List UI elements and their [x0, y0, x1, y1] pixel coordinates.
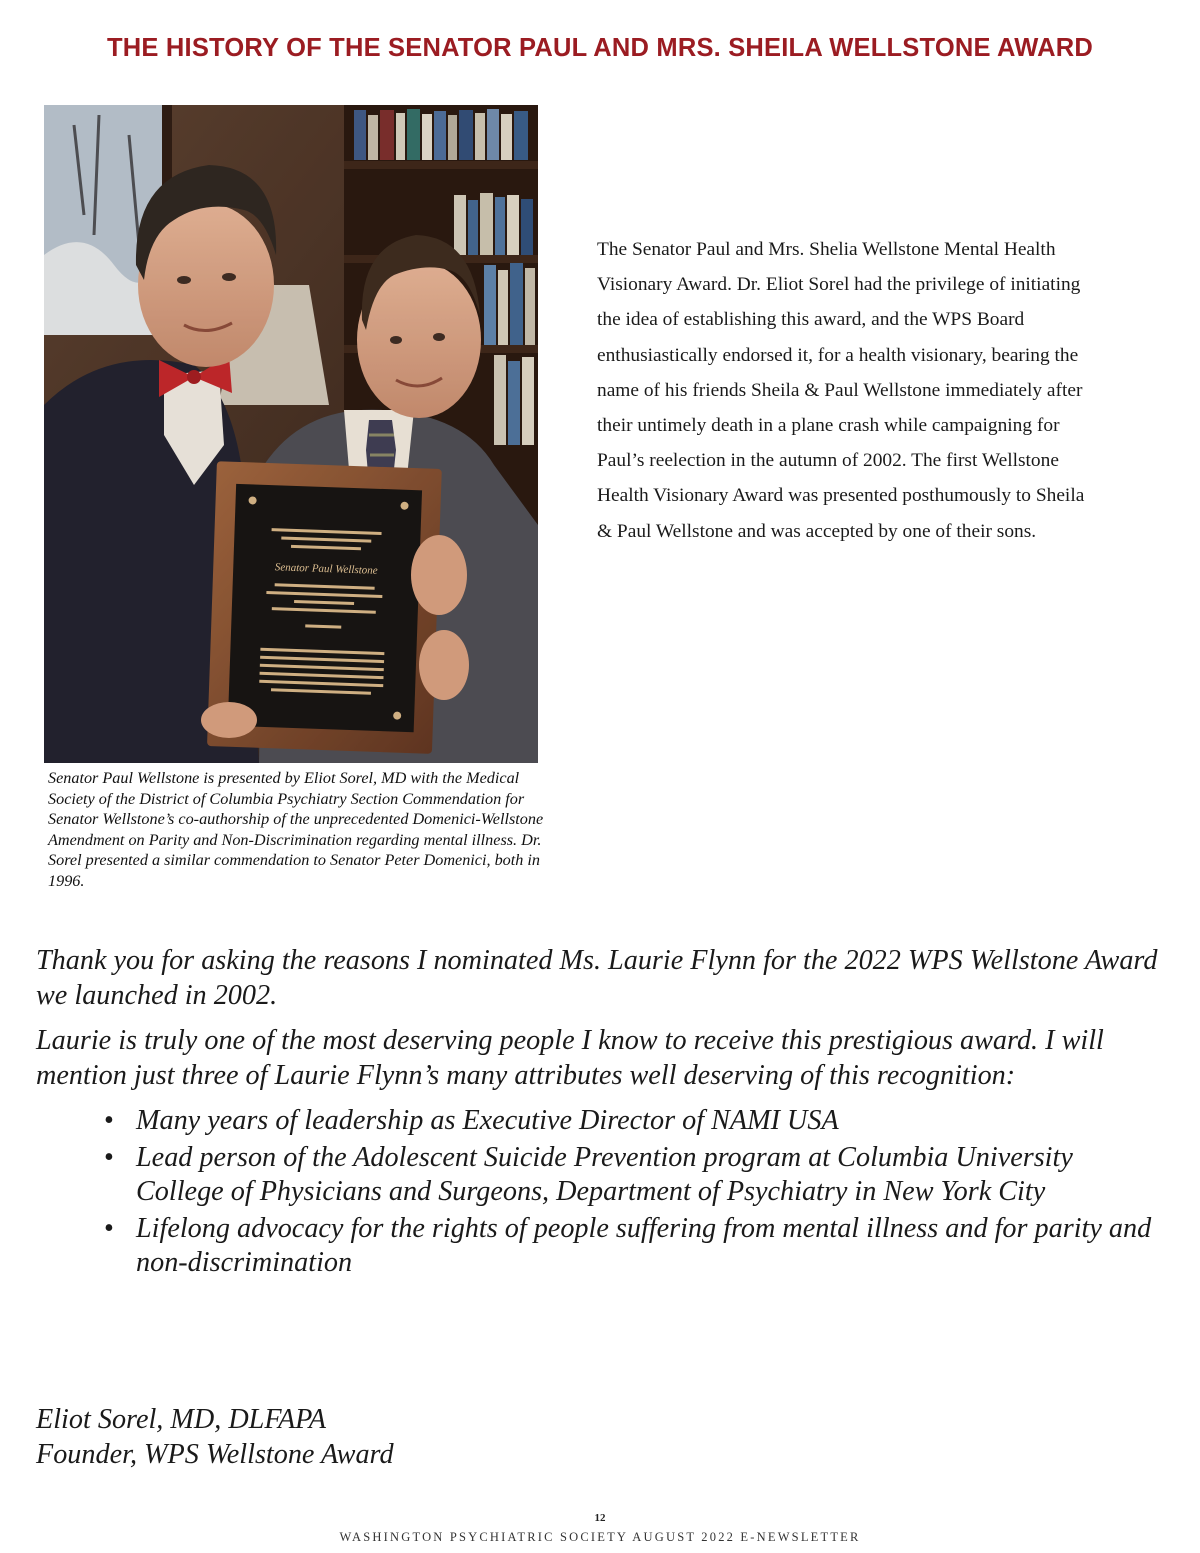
photo-caption: Senator Paul Wellstone is presented by Eliot Sorel, MD with the Medical Society of the District of Columbia Psychiatry Section Commendation for Senator Wellstone’s co-authorship of the unprecedented Domenici-Wellstone Amendment on Parity and Non-Discrimination regarding mental illness. Dr. Sorel presented a similar commendation to Senator Peter Domenici, both in 1996. [48, 769, 544, 890]
bullet-icon: • [104, 1212, 114, 1244]
page-title: THE HISTORY OF THE SENATOR PAUL AND MRS. SHEILA WELLSTONE AWARD [107, 34, 1093, 62]
bullet-icon: • [104, 1105, 114, 1136]
award-description: The Senator Paul and Mrs. Shelia Wellstone Mental Health Visionary Award. Dr. Eliot Sorel had the privilege of initiating the idea of establishing this award, and the WPS Board enthusiastically endorsed it, for a health visionary, bearing the name of his friends Sheila & Paul Wellstone immediately after their untimely death in a plane crash while campaigning for Paul’s reelection in the autumn of 2002. The first Wellstone Health Visionary Award was presented posthumously to Sheila & Paul Wellstone and was accepted by one of their sons. [597, 239, 1085, 542]
signature-role: Founder, WPS Wellstone Award [36, 1438, 394, 1470]
list-item: • Lifelong advocacy for the rights of people suffering from mental illness and for parity and non-discrimination [104, 1212, 1152, 1278]
nomination-letter [36, 944, 1166, 1283]
signature-block [36, 1403, 836, 1472]
letter-paragraph: Laurie is truly one of the most deserving people I know to receive this prestigious award. I will mention just three of Laurie Flynn’s many attributes well deserving of this recognition: [36, 1025, 1104, 1091]
footer-publication: WASHINGTON PSYCHIATRIC SOCIETY AUGUST 2022 E-NEWSLETTER [339, 1530, 861, 1544]
letter-paragraph: Thank you for asking the reasons I nominated Ms. Laurie Flynn for the 2022 WPS Wellstone Award we launched in 2002. [36, 945, 1158, 1011]
attributes-list [36, 1104, 1166, 1281]
bullet-icon: • [104, 1141, 114, 1173]
signature-name: Eliot Sorel, MD, DLFAPA [36, 1404, 326, 1435]
page-number: 12 [594, 1512, 606, 1524]
plaque-name: Senator Paul Wellstone [274, 561, 378, 577]
list-item: • Many years of leadership as Executive Director of NAMI USA [36, 1104, 1166, 1139]
award-photo [44, 105, 538, 763]
list-item: • Lead person of the Adolescent Suicide Prevention program at Columbia University College of Physicians and Surgeons, Department of Psychiatry in New York City [104, 1141, 1073, 1207]
